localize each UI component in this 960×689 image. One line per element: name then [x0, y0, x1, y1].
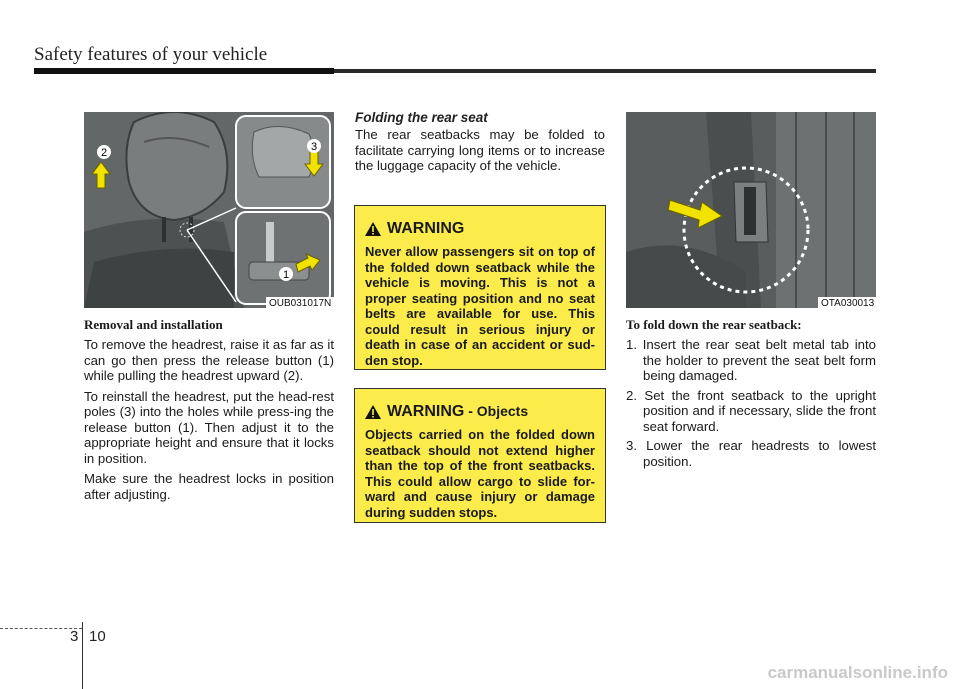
step-item: 2. Set the front seatback to the upright position and if necessary, slide the front seat forward. [626, 387, 876, 434]
section-title-fold-down: To fold down the rear seatback: [626, 317, 802, 332]
seatbelt-figure [626, 112, 876, 308]
figure-caption-left: OUB031017N [266, 297, 334, 310]
paragraph-folding: The rear seatbacks may be folded to facilitate carrying long items or to increase the luggage capacity of the vehicle. [355, 127, 605, 173]
right-column-text [626, 317, 876, 473]
step-item: 3. Lower the rear headrests to lowest position. [626, 438, 876, 469]
warning-box-objects [354, 388, 606, 523]
warning-title: WARNING - Objects [387, 403, 529, 420]
middle-column-text [355, 110, 605, 174]
headrest-figure [84, 112, 334, 308]
paragraph-reinstall: To reinstall the headrest, put the head-rest poles (3) into the holes while press-ing the release button (1). Then adjust it to the appropriate height and ensure that it locks in position. [84, 388, 334, 466]
headrest-illustration [84, 112, 334, 308]
step-item: 1. Insert the rear seat belt metal tab into the holder to prevent the seat belt form being damaged. [626, 337, 876, 383]
seatbelt-illustration [626, 112, 876, 308]
page-number: 10 [89, 628, 106, 645]
figure-label-3: 3 [310, 141, 318, 153]
fold-down-steps [626, 337, 876, 469]
paragraph-lock: Make sure the headrest locks in position after adjusting. [84, 471, 334, 502]
warning-text-passengers: Never allow passengers sit on top of the folded down seatback while the vehicle is moving. This is not a proper seating position and no seat belts are available for use. This could result in serious injury or death in case of an accident or sud-den stop. [365, 244, 595, 368]
warning-title-suffix: - Objects [464, 403, 529, 419]
warning-triangle-icon [365, 405, 381, 419]
section-title-folding: Folding the rear seat [355, 110, 488, 125]
left-column-text [84, 317, 334, 502]
warning-box-passengers [354, 205, 606, 370]
warning-title: WARNING [387, 220, 465, 237]
figure-caption-right: OTA030013 [818, 297, 877, 310]
page-header-title: Safety features of your vehicle [34, 44, 268, 65]
header-rule-accent [34, 68, 334, 74]
section-title-removal: Removal and installation [84, 317, 223, 332]
warning-text-objects: Objects carried on the folded down seatback should not extend higher than the top of the front seatbacks. This could allow cargo to slide for-ward and cause injury or damage during sudden stops. [365, 427, 595, 520]
footer-vertical-rule [82, 622, 83, 689]
figure-label-2: 2 [100, 147, 108, 159]
warning-triangle-icon [365, 222, 381, 236]
chapter-number: 3 [70, 628, 79, 645]
paragraph-remove: To remove the headrest, raise it as far as it can go then press the release button (1) while pulling the headrest upward (2). [84, 337, 334, 383]
watermark: carmanualsonline.info [767, 663, 948, 682]
figure-label-1: 1 [282, 269, 290, 281]
